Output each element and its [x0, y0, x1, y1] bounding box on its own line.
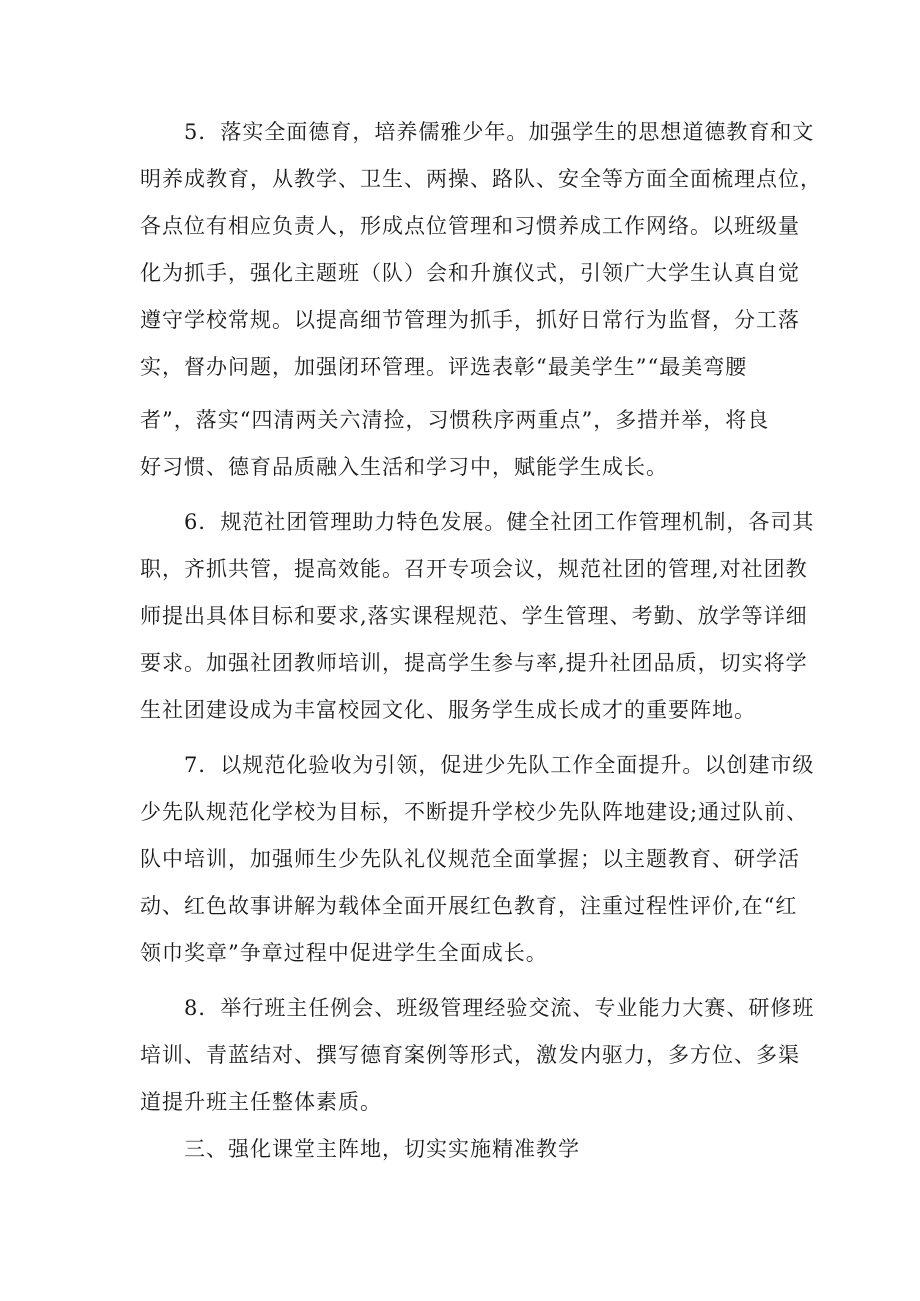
paragraph-6-line-3: 师提出具体目标和要求,落实课程规范、学生管理、考勤、放学等详细 — [140, 604, 808, 628]
paragraph-5-line-7: 者”，落实“四清两关六清捡，习惯秩序两重点”，多措并举，将良 — [140, 408, 770, 432]
paragraph-8-line-1: 8．举行班主任例会、班级管理经验交流、专业能力大赛、研修班 — [184, 996, 815, 1020]
paragraph-5-line-5: 遵守学校常规。以提高细节管理为抓手，抓好日常行为监督，分工落 — [140, 308, 800, 332]
paragraph-7-line-1: 7．以规范化验收为引领，促进少先队工作全面提升。以创建市级 — [184, 753, 815, 777]
paragraph-5-line-1: 5．落实全面德育，培养儒雅少年。加强学生的思想道德教育和文 — [184, 120, 815, 144]
paragraph-5-line-4: 化为抓手，强化主题班（队）会和升旗仪式，引领广大学生认真自觉 — [140, 261, 800, 285]
paragraph-7-line-5: 领巾奖章”争章过程中促进学生全面成长。 — [140, 941, 548, 965]
paragraph-5-line-3: 各点位有相应负责人，形成点位管理和习惯养成工作网络。以班级量 — [140, 214, 800, 238]
section-heading: 三、强化课堂主阵地，切实实施精准教学 — [184, 1137, 580, 1161]
paragraph-7-line-3: 队中培训，加强师生少先队礼仪规范全面掌握；以主题教育、研学活 — [140, 847, 800, 871]
paragraph-8-line-3: 道提升班主任整体素质。 — [140, 1090, 382, 1114]
paragraph-5-line-2: 明养成教育，从教学、卫生、两操、路队、安全等方面全面梳理点位， — [140, 167, 822, 191]
paragraph-6-line-5: 生社团建设成为丰富校园文化、服务学生成长成才的重要阵地。 — [140, 698, 756, 722]
paragraph-7-line-2: 少先队规范化学校为目标，不断提升学校少先队阵地建设;通过队前、 — [140, 800, 809, 824]
paragraph-5-line-6: 实，督办问题，加强闭环管理。评选表彰“最美学生”“最美弯腰 — [140, 355, 748, 379]
paragraph-6-line-1: 6．规范社团管理助力特色发展。健全社团工作管理机制，各司其 — [184, 510, 815, 534]
paragraph-5-line-8: 好习惯、德育品质融入生活和学习中，赋能学生成长。 — [140, 455, 668, 479]
paragraph-8-line-2: 培训、青蓝结对、撰写德育案例等形式，激发内驱力，多方位、多渠 — [140, 1043, 800, 1067]
paragraph-6-line-2: 职，齐抓共管，提高效能。召开专项会议，规范社团的管理,对社团教 — [140, 557, 808, 581]
paragraph-6-line-4: 要求。加强社团教师培训，提高学生参与率,提升社团品质，切实将学 — [140, 651, 808, 675]
paragraph-7-line-4: 动、红色故事讲解为载体全面开展红色教育，注重过程性评价,在“红 — [140, 894, 798, 918]
